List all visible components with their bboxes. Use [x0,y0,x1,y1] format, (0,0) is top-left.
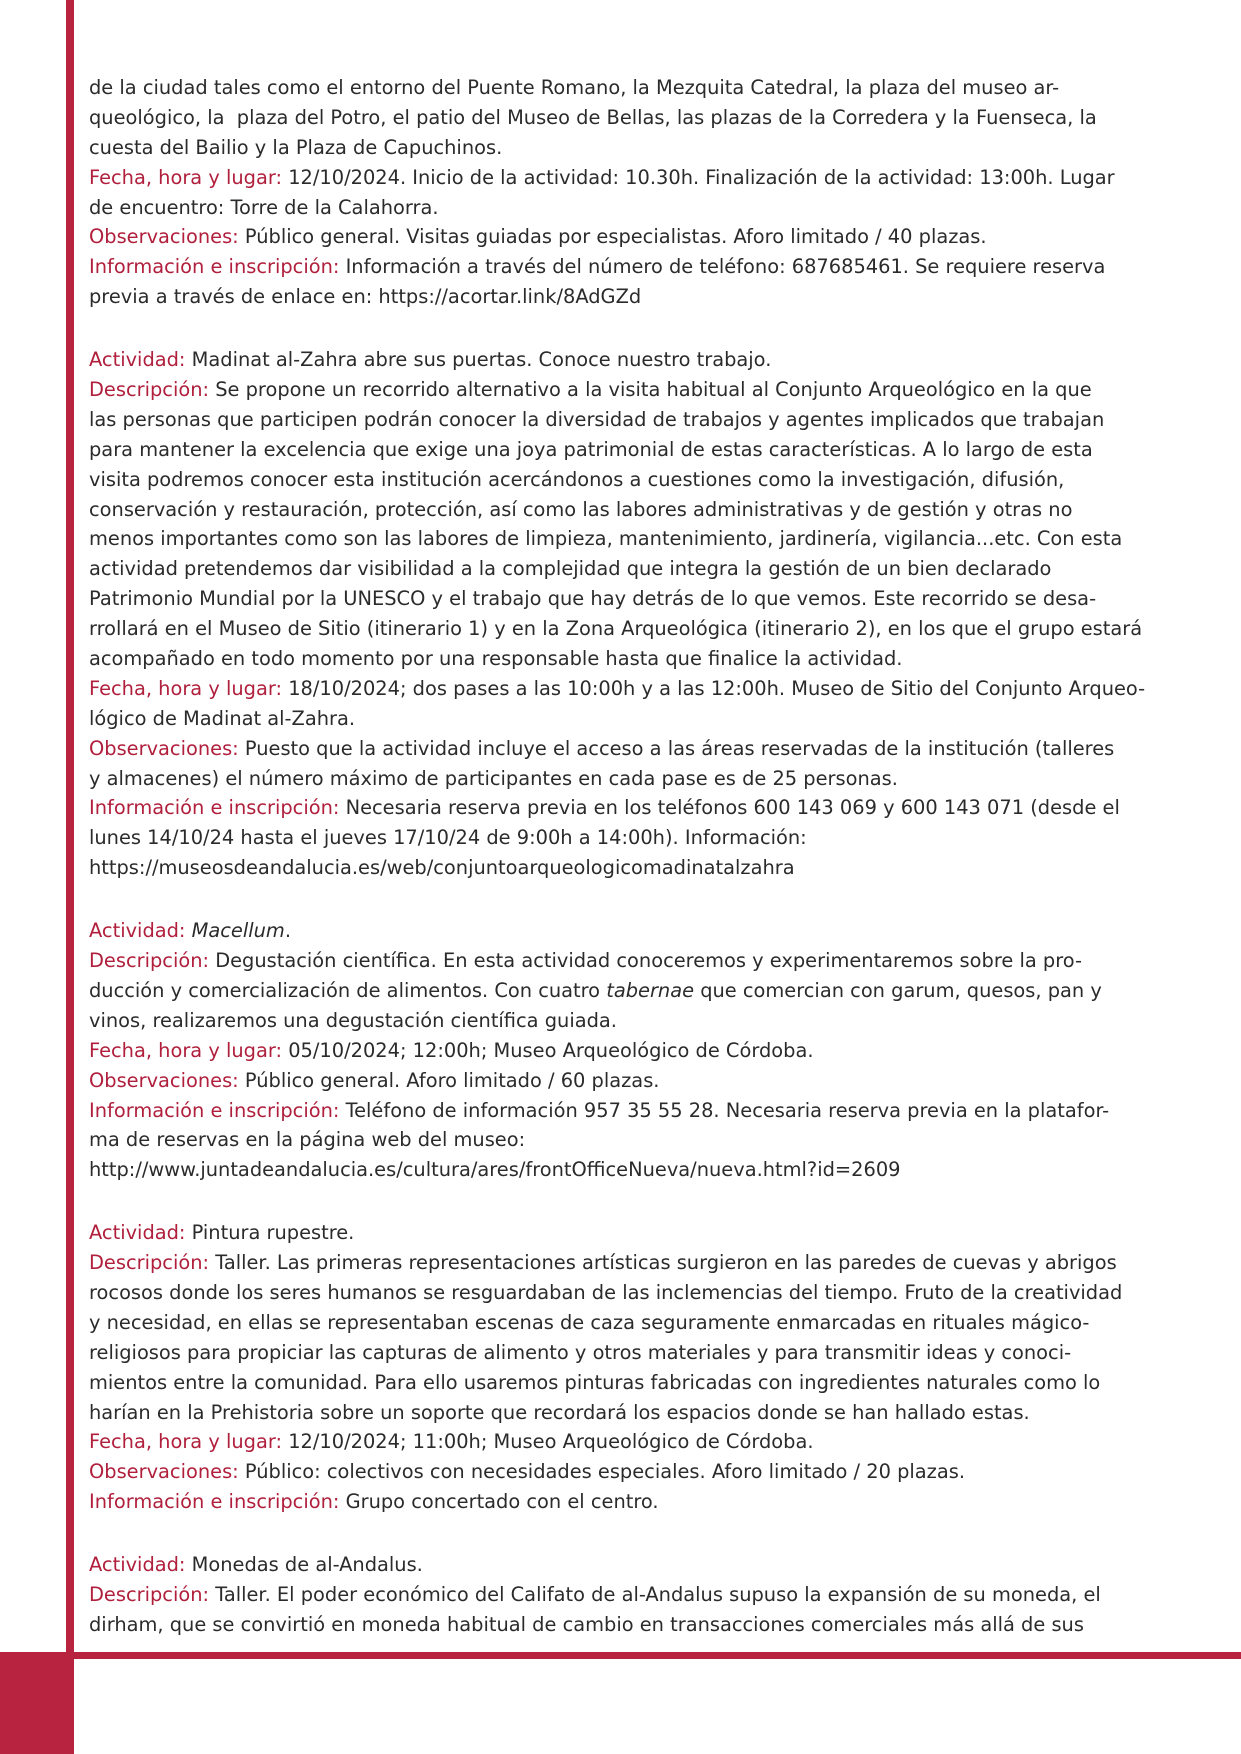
actividad-label: Actividad: [89,348,186,372]
info-row [89,793,1169,823]
description-line: vinos, realizaremos una degustación científica guiada. [89,1008,617,1032]
observaciones-label: Observaciones: [89,1068,239,1092]
descripcion-label: Descripción: [89,1582,210,1606]
info-row [89,1487,1169,1517]
description-line: mientos entre la comunidad. Para ello usaremos pinturas fabricadas con ingredientes naturales como lo [89,1370,1101,1394]
fecha-row [89,1036,1169,1066]
info-url-line: https://museosdeandalucia.es/web/conjuntoarqueologicomadinatalzahra [89,856,795,880]
actividad-value: Monedas de al-Andalus. [185,1553,423,1577]
description-line: Patrimonio Mundial por la UNESCO y el trabajo que hay detrás de lo que vemos. Este recorrido se desa- [89,587,1097,611]
description-line: cuesta del Bailio y la Plaza de Capuchinos. [89,135,503,159]
descripcion-label: Descripción: [89,949,210,973]
description-line: rocosos donde los seres humanos se resguardaban de las inclemencias del tiempo. Fruto de la creatividad [89,1280,1123,1304]
info-value: Información a través del número de teléfono: 687685461. Se requiere reserva [339,255,1106,279]
observaciones-label: Observaciones: [89,736,239,760]
activity-pintura [89,1218,1169,1517]
actividad-label: Actividad: [89,1221,186,1245]
description-line: actividad pretendemos dar visibilidad a la complejidad que integra la gestión de un bien declarado [89,557,1052,581]
left-margin-band [0,0,66,1754]
descripcion-value: Taller. El poder económico del Califato de al-Andalus supuso la expansión de su moneda, el [209,1582,1101,1606]
observaciones-row [89,1066,1169,1096]
observaciones-label: Observaciones: [89,225,239,249]
actividad-label: Actividad: [89,1553,186,1577]
description-line: dirham, que se convirtió en moneda habitual de cambio en transacciones comerciales más allá de sus [89,1612,1084,1636]
left-accent-rule [66,0,74,1754]
description-line [89,976,1169,1006]
description-line: religiosos para propiciar las capturas de alimento y otros materiales y para transmitir ideas y conoci- [89,1340,1072,1364]
actividad-value: Madinat al-Zahra abre sus puertas. Conoce nuestro trabajo. [185,348,772,372]
observaciones-label: Observaciones: [89,1460,239,1484]
fecha-label: Fecha, hora y lugar: [89,676,283,700]
corner-accent-block [0,1652,74,1754]
descripcion-label: Descripción: [89,378,210,402]
fecha-label: Fecha, hora y lugar: [89,1038,283,1062]
activity-macellum [89,916,1169,1185]
info-value: Necesaria reserva previa en los teléfonos 600 143 069 y 600 143 071 (desde el [339,796,1120,820]
info-label: Información e inscripción: [89,255,340,279]
fecha-row [89,1427,1169,1457]
observaciones-row [89,1457,1169,1487]
info-line: lunes 14/10/24 hasta el jueves 17/10/24 de 9:00h a 14:00h). Información: [89,826,807,850]
info-line: previa a través de enlace en: https://acortar.link/8AdGZd [89,285,642,309]
actividad-row [89,1550,1169,1580]
activity-intro [89,73,1169,312]
info-label: Información e inscripción: [89,1098,340,1122]
fecha-value: 12/10/2024; 11:00h; Museo Arqueológico de Córdoba. [282,1430,814,1454]
description-line: visita podremos conocer esta institución acercándonos a cuestiones como la investigación, difusión, [89,467,1065,491]
description-line: harían en la Prehistoria sobre un soporte que recordará los espacios donde se han hallado estas. [89,1400,1030,1424]
observaciones-row [89,222,1169,252]
descripcion-value: Degustación científica. En esta actividad conoceremos y experimentaremos sobre la pro- [209,949,1082,973]
actividad-label: Actividad: [89,919,186,943]
info-url-line: http://www.juntadeandalucia.es/cultura/ares/frontOfficeNueva/nueva.html?id=2609 [89,1158,901,1182]
descripcion-row [89,1580,1169,1610]
description-line: menos importantes como son las labores de limpieza, mantenimiento, jardinería, vigilancia...etc. Con esta [89,527,1123,551]
description-line: acompañado en todo momento por una responsable hasta que finalice la actividad. [89,647,903,671]
section-gap [89,883,1169,916]
info-value: Teléfono de información 957 35 55 28. Necesaria reserva previa en la platafor- [339,1098,1110,1122]
activity-monedas [89,1550,1169,1640]
document-body [89,73,1169,1640]
observaciones-value: Puesto que la actividad incluye el acceso a las áreas reservadas de la institución (talleres [238,736,1115,760]
observaciones-value: Público general. Visitas guiadas por especialistas. Aforo limitado / 40 plazas. [238,225,987,249]
descripcion-label: Descripción: [89,1251,210,1275]
description-line: y necesidad, en ellas se representaban escenas de caza seguramente enmarcadas en rituales mágico- [89,1310,1090,1334]
fecha-label: Fecha, hora y lugar: [89,165,283,189]
info-row [89,1096,1169,1126]
actividad-value: Pintura rupestre. [185,1221,355,1245]
observaciones-value: Público general. Aforo limitado / 60 plazas. [238,1068,660,1092]
descripcion-row [89,375,1169,405]
descripcion-row [89,946,1169,976]
description-line: de la ciudad tales como el entorno del Puente Romano, la Mezquita Catedral, la plaza del museo ar- [89,76,1060,99]
description-line: las personas que participen podrán conocer la diversidad de trabajos y agentes implicados que trabajan [89,407,1105,431]
info-line: ma de reservas en la página web del museo: [89,1128,526,1152]
actividad-row [89,916,1169,946]
observaciones-row [89,734,1169,764]
description-line: para mantener la excelencia que exige una joya patrimonial de estas características. A lo largo de esta [89,437,1093,461]
info-value: Grupo concertado con el centro. [339,1490,659,1514]
bottom-accent-rule [66,1652,1241,1659]
section-gap [89,1185,1169,1218]
section-gap [89,1517,1169,1550]
activity-madinat [89,345,1169,883]
info-row [89,252,1169,282]
actividad-row [89,1218,1169,1248]
actividad-punct: . [284,919,291,943]
actividad-row [89,345,1169,375]
description-line: rrollará en el Museo de Sitio (itinerario 1) y en la Zona Arqueológica (itinerario 2), en los que el grupo estará [89,617,1143,641]
info-label: Información e inscripción: [89,1490,340,1514]
fecha-line: de encuentro: Torre de la Calahorra. [89,195,439,219]
descripcion-value: Se propone un recorrido alternativo a la visita habitual al Conjunto Arqueológico en la que [209,378,1092,402]
fecha-value: 12/10/2024. Inicio de la actividad: 10.30h. Finalización de la actividad: 13:00h. Lugar [282,165,1115,189]
description-line: conservación y restauración, protección, así como las labores administrativas y de gestión y otras no [89,497,1073,521]
fecha-row [89,163,1169,193]
description-line: queológico, la plaza del Potro, el patio del Museo de Bellas, las plazas de la Corredera y la Fuenseca, la [89,105,1097,129]
section-gap [89,312,1169,345]
fecha-line: lógico de Madinat al-Zahra. [89,706,356,730]
description-text: que comercian con garum, quesos, pan y [694,978,1102,1002]
descripcion-row [89,1248,1169,1278]
info-label: Información e inscripción: [89,796,340,820]
observaciones-line: y almacenes) el número máximo de participantes en cada pase es de 25 personas. [89,766,898,790]
fecha-value: 18/10/2024; dos pases a las 10:00h y a las 12:00h. Museo de Sitio del Conjunto Arqueo- [282,676,1146,700]
description-text: ducción y comercialización de alimentos. Con cuatro [89,978,607,1002]
fecha-label: Fecha, hora y lugar: [89,1430,283,1454]
fecha-row [89,674,1169,704]
actividad-title-italic: Macellum [191,919,285,943]
fecha-value: 05/10/2024; 12:00h; Museo Arqueológico de Córdoba. [282,1038,814,1062]
observaciones-value: Público: colectivos con necesidades especiales. Aforo limitado / 20 plazas. [238,1460,965,1484]
description-italic-term: tabernae [606,978,695,1002]
descripcion-value: Taller. Las primeras representaciones artísticas surgieron en las paredes de cuevas y abrigos [209,1251,1117,1275]
